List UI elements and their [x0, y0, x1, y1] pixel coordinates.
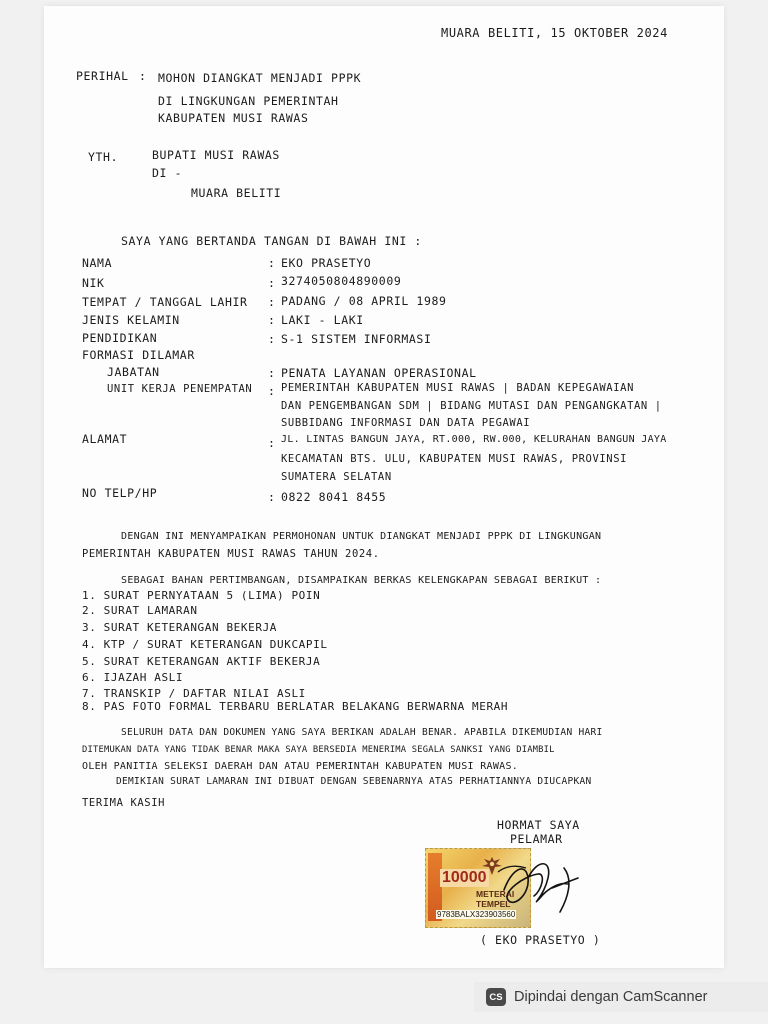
- attachment-item: 3. SURAT KETERANGAN BEKERJA: [82, 621, 278, 634]
- para1-line-1: DENGAN INI MENYAMPAIKAN PERMOHONAN UNTUK DIANGKAT MENJADI PPPK DI LINGKUNGAN: [121, 531, 602, 542]
- intro-text: SAYA YANG BERTANDA TANGAN DI BAWAH INI :: [121, 234, 422, 248]
- ttl-label: TEMPAT / TANGGAL LAHIR: [82, 295, 248, 309]
- colon: :: [268, 256, 276, 270]
- colon: :: [268, 313, 276, 327]
- telp-value: 0822 8041 8455: [281, 490, 387, 504]
- jabatan-value: PENATA LAYANAN OPERASIONAL: [281, 366, 477, 380]
- handwritten-signature: [468, 838, 608, 930]
- unit-kerja-line-3: SUBBIDANG INFORMASI DAN DATA PEGAWAI: [281, 417, 531, 429]
- ttl-value: PADANG / 08 APRIL 1989: [281, 294, 447, 308]
- colon: :: [268, 295, 276, 309]
- pendidikan-label: PENDIDIKAN: [82, 331, 158, 345]
- signer-name: ( EKO PRASETYO ): [480, 933, 601, 947]
- place-date: MUARA BELITI, 15 OKTOBER 2024: [441, 26, 668, 40]
- perihal-line-1: MOHON DIANGKAT MENJADI PPPK: [158, 71, 362, 85]
- colon: :: [268, 384, 276, 398]
- para4-line-1: DEMIKIAN SURAT LAMARAN INI DIBUAT DENGAN SEBENARNYA ATAS PERHATIANNYA DIUCAPKAN: [116, 776, 592, 787]
- telp-label: NO TELP/HP: [82, 486, 158, 500]
- alamat-line-2: KECAMATAN BTS. ULU, KABUPATEN MUSI RAWAS, PROVINSI: [281, 453, 628, 465]
- para1-line-2: PEMERINTAH KABUPATEN MUSI RAWAS TAHUN 2024.: [82, 548, 380, 560]
- yth-line-1: BUPATI MUSI RAWAS: [152, 148, 280, 162]
- attachment-item: 1. SURAT PERNYATAAN 5 (LIMA) POIN: [82, 589, 321, 602]
- para3-line-2: DITEMUKAN DATA YANG TIDAK BENAR MAKA SAYA BERSEDIA MENERIMA SEGALA SANKSI YANG DIAMBIL: [82, 745, 555, 755]
- camscanner-text: Dipindai dengan CamScanner: [514, 989, 708, 1005]
- nama-value: EKO PRASETYO: [281, 256, 372, 270]
- colon: :: [268, 332, 276, 346]
- colon: :: [268, 490, 276, 504]
- perihal-line-2: DI LINGKUNGAN PEMERINTAH: [158, 94, 339, 108]
- formasi-label: FORMASI DILAMAR: [82, 348, 195, 362]
- perihal-label: PERIHAL: [76, 69, 129, 83]
- colon: :: [268, 436, 276, 450]
- para2-text: SEBAGAI BAHAN PERTIMBANGAN, DISAMPAIKAN BERKAS KELENGKAPAN SEBAGAI BERIKUT :: [121, 575, 602, 586]
- attachment-item: 4. KTP / SURAT KETERANGAN DUKCAPIL: [82, 638, 328, 651]
- jenis-kelamin-label: JENIS KELAMIN: [82, 313, 180, 327]
- attachment-item: 2. SURAT LAMARAN: [82, 604, 198, 617]
- yth-line-2: DI -: [152, 166, 183, 180]
- colon: :: [268, 276, 276, 290]
- colon: :: [268, 366, 276, 380]
- attachment-item: 6. IJAZAH ASLI: [82, 671, 184, 684]
- alamat-label: ALAMAT: [82, 432, 128, 446]
- para4-line-2: TERIMA KASIH: [82, 797, 166, 809]
- alamat-line-3: SUMATERA SELATAN: [281, 471, 392, 483]
- jenis-kelamin-value: LAKI - LAKI: [281, 313, 364, 327]
- camscanner-logo-icon: CS: [486, 988, 506, 1006]
- yth-line-3: MUARA BELITI: [191, 186, 282, 200]
- unit-kerja-line-1: PEMERINTAH KABUPATEN MUSI RAWAS | BADAN KEPEGAWAIAN: [281, 382, 634, 394]
- nik-value: 3274050804890009: [281, 274, 402, 288]
- jabatan-label: JABATAN: [107, 365, 160, 379]
- nik-label: NIK: [82, 276, 105, 290]
- camscanner-banner: [474, 982, 768, 1012]
- yth-label: YTH.: [88, 150, 119, 164]
- para3-line-3: OLEH PANITIA SELEKSI DAERAH DAN ATAU PEMERINTAH KABUPATEN MUSI RAWAS.: [82, 761, 519, 772]
- attachment-item: 5. SURAT KETERANGAN AKTIF BEKERJA: [82, 655, 321, 668]
- stamp-label-meterai: METERAI: [476, 889, 515, 899]
- attachment-item: 8. PAS FOTO FORMAL TERBARU BERLATAR BELAKANG BERWARNA MERAH: [82, 700, 509, 713]
- stamp-value: 10000: [442, 869, 487, 886]
- closing-hormat: HORMAT SAYA: [497, 818, 580, 832]
- closing-pelamar: PELAMAR: [510, 832, 563, 846]
- nama-label: NAMA: [82, 256, 113, 270]
- stamp-label-tempel: TEMPEL: [476, 899, 511, 909]
- pendidikan-value: S-1 SISTEM INFORMASI: [281, 332, 432, 346]
- attachment-item: 7. TRANSKIP / DAFTAR NILAI ASLI: [82, 687, 306, 700]
- perihal-colon: :: [139, 69, 147, 83]
- alamat-line-1: JL. LINTAS BANGUN JAYA, RT.000, RW.000, KELURAHAN BANGUN JAYA: [281, 434, 667, 445]
- stamp-serial: 9783BALX323903560: [437, 910, 516, 919]
- para3-line-1: SELURUH DATA DAN DOKUMEN YANG SAYA BERIKAN ADALAH BENAR. APABILA DIKEMUDIAN HARI: [121, 727, 603, 738]
- perihal-line-3: KABUPATEN MUSI RAWAS: [158, 111, 309, 125]
- unit-kerja-line-2: DAN PENGEMBANGAN SDM | BIDANG MUTASI DAN PENGANGKATAN |: [281, 400, 662, 412]
- unit-kerja-label: UNIT KERJA PENEMPATAN: [107, 383, 253, 395]
